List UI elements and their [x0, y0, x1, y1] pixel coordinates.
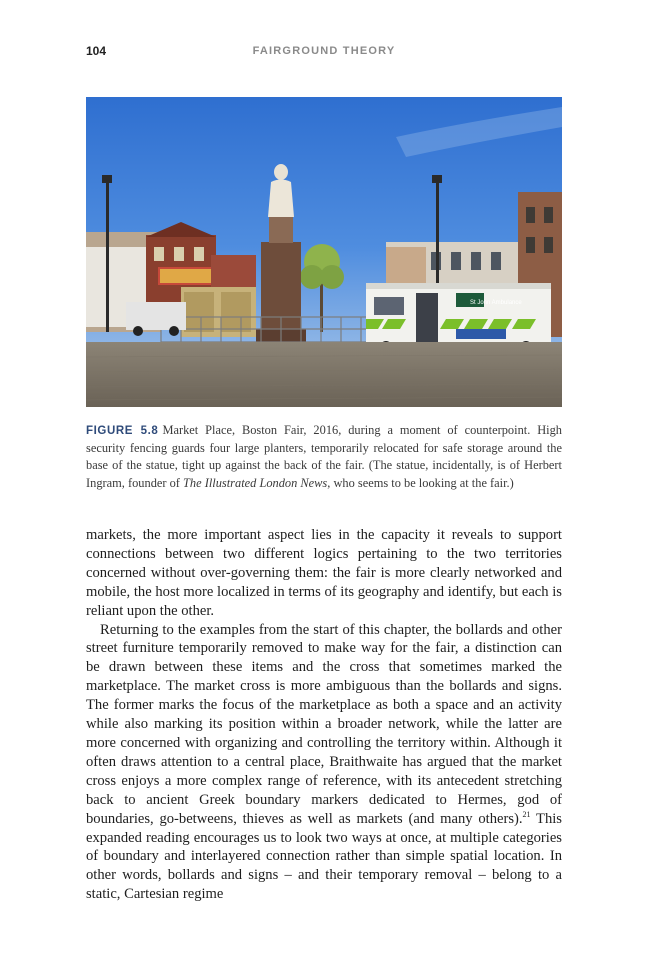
running-head: FAIRGROUND THEORY: [252, 45, 396, 57]
page-header: [86, 44, 562, 64]
paragraph-text: This expanded reading encourages us to look two ways at once, at multiple categories of boundary and interlayered connection rather than simple spatial location. In other words, bollards and signs – and their temporary removal – belong to a static, Cartesian regime: [86, 810, 562, 903]
page-number: 104: [86, 44, 107, 58]
figure-caption: [86, 422, 562, 492]
vehicle-sign-text: St John Ambulance: [470, 300, 522, 306]
paragraph-text: Returning to the examples from the start of this chapter, the bollards and other street furniture temporarily removed to make way for the fair, a distinction can be drawn between these items and the cross that sometimes marked the marketplace. The market cross is more ambiguous than the bollards and signs. The former marks the focus of the marketplace as both a space and an activity while also marking its position within a broader network, while the latter are more concerned with organizing and controlling the territory within. Although it often draws attention to a central place, Braithwaite has argued that the market cross enjoys a more complex range of reference, with its antecedent stretching back to ancient Greek boundary markers dedicated to Hermes, god of boundaries, go-betweens, thieves as well as markets (and many others).: [86, 621, 562, 827]
paragraph: [86, 621, 562, 905]
market-place-photo: [86, 97, 562, 407]
paragraph: markets, the more important aspect lies in the capacity it reveals to support connections between two different logics pertaining to the two territories concerned without over-governing them: the fair is more clearly networked and mobile, the host more localized in terms of its geography and identify, but each is reliant upon the other.: [86, 527, 562, 619]
body-text: [86, 526, 562, 904]
footnote-reference: 21: [522, 809, 531, 819]
caption-text: Market Place, Boston Fair, 2016, during a moment of counterpoint. High security fencing guards four large planters, temporarily relocated for safe storage around the base of the statue, tight up against the back of the fair. (The statue, incidentally, is of Herbert Ingram, founder of: [86, 423, 562, 490]
caption-italic-title: The Illustrated London News: [183, 475, 328, 490]
figure-photo: [86, 97, 562, 407]
figure-label: FIGURE 5.8: [86, 425, 159, 437]
caption-text-end: , who seems to be looking at the fair.): [327, 475, 514, 490]
